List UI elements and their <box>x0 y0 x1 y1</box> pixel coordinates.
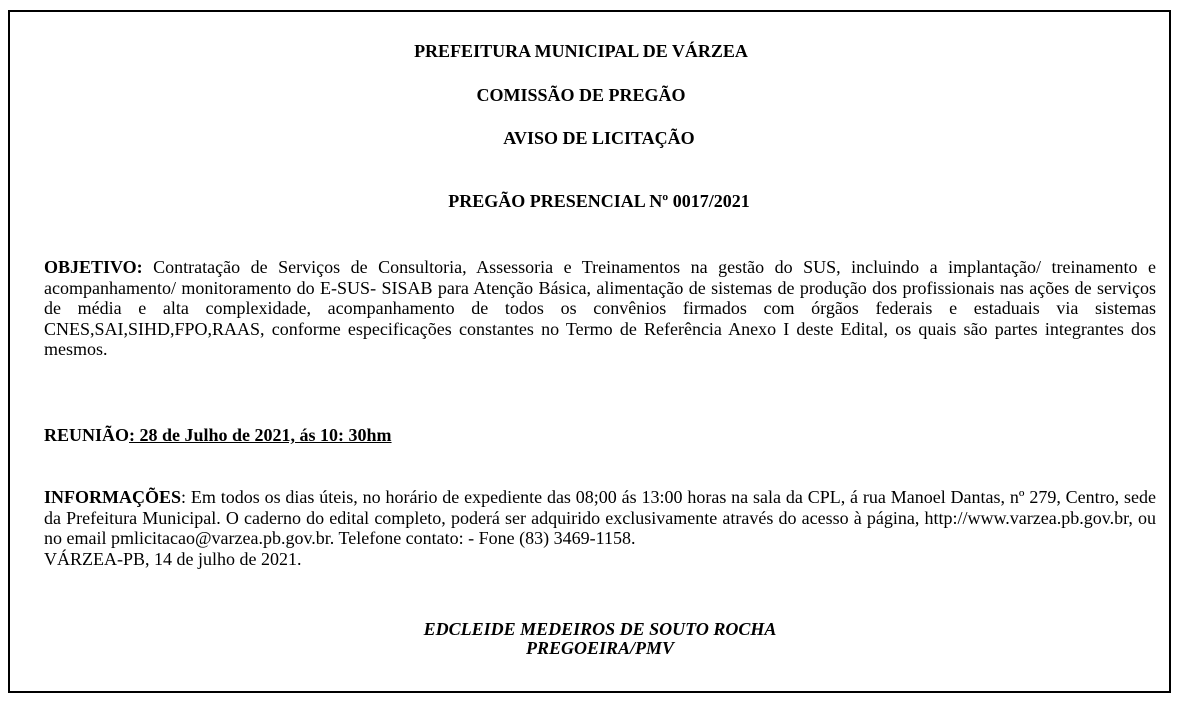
place-date-line <box>44 549 1156 570</box>
signature-name: EDCLEIDE MEDEIROS DE SOUTO ROCHA <box>423 619 777 639</box>
objetivo-paragraph <box>44 257 1156 360</box>
reuniao-date: : 28 de Julho de 2021, ás 10: 30hm <box>129 425 392 445</box>
informacoes-label: INFORMAÇÕES <box>44 487 182 507</box>
informacoes-text: : Em todos os dias úteis, no horário de expediente das 08;00 ás 13:00 horas na sala da CPL, á rua Manoel Dantas, nº 279, Centro, sede da Prefeitura Municipal. O caderno do edital completo, poderá ser adquirido exclusivamente através do acesso à página, http://www.varzea.pb.gov.br, ou no email pmlicitacao@varzea.pb.gov.br. Telefone contato: - Fone (83) 3469-1158. <box>44 487 1156 548</box>
place-date: VÁRZEA-PB, 14 de julho de 2021. <box>44 549 302 569</box>
notice-title: AVISO DE LICITAÇÃO <box>503 128 695 148</box>
objetivo-text: Contratação de Serviços de Consultoria, Assessoria e Treinamentos na gestão do SUS, incluindo a implantação/ treinamento e acompanhamento/ monitoramento do E-SUS- SISAB para Atenção Básica, alimentação de sistemas de produção dos profissionais nas ações de serviços de média e alta complexidade, acompanhamento de todos os convênios firmados com órgãos federais e estaduais via sistemas CNES,SAI,SIHD,FPO,RAAS, conforme especificações constantes no Termo de Referência Anexo I deste Edital, os quais são partes integrantes dos mesmos. <box>44 257 1156 359</box>
org-title: PREFEITURA MUNICIPAL DE VÁRZEA <box>414 41 748 61</box>
objetivo-label: OBJETIVO: <box>44 257 143 277</box>
reuniao-line <box>44 425 1156 446</box>
procedure-title: PREGÃO PRESENCIAL Nº 0017/2021 <box>448 191 750 211</box>
signature-role: PREGOEIRA/PMV <box>525 638 675 658</box>
commission-title: COMISSÃO DE PREGÃO <box>476 85 686 105</box>
informacoes-paragraph <box>44 487 1156 549</box>
reuniao-label: REUNIÃO <box>44 425 130 445</box>
